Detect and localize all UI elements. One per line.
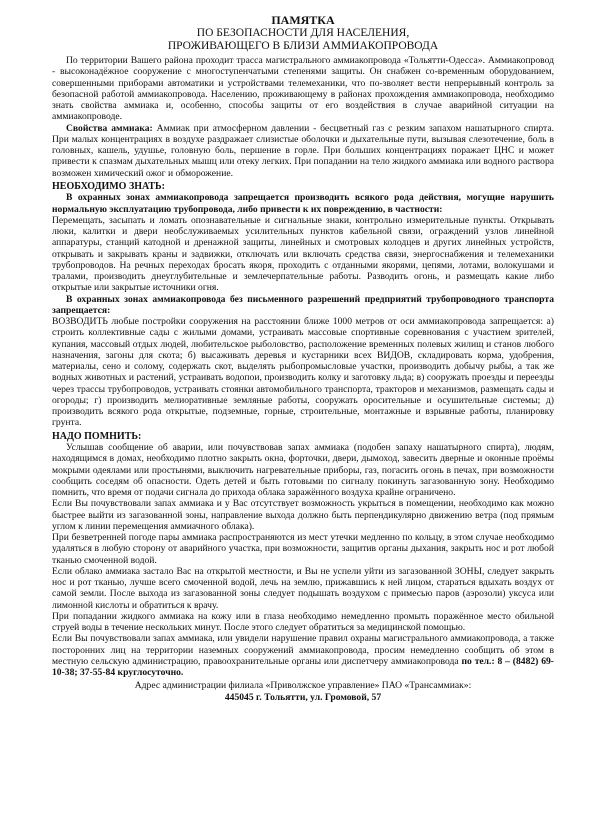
document-subtitle-line-1: ПО БЕЗОПАСНОСТИ ДЛЯ НАСЕЛЕНИЯ, [196,27,410,39]
title-block [52,14,554,53]
footer-address-label: Адрес администрации филиала «Приволжское управление» ПАО «Трансаммиак»: [134,680,472,692]
section-heading-remember: НАДО ПОМНИТЬ: [52,430,142,442]
remember-paragraph-6 [52,633,554,678]
remember-paragraph-2: Если Вы почувствовали запах аммиака и у Вас отсутствует возможность укрыться в помещении, необходимо как можно быстрее выйти из загазованной зоны, направление выхода должно быть перпендикулярно движению ветра (под прямым углом к линии перемещения аммиачного облака). [52,498,554,532]
contact-phone: по тел.: 8 – (8482) 69-10-38; 37-55-84 круглосуточно. [52,655,554,678]
permission-required-heading: В охранных зонах аммиакопровода без письменного разрешений предприятий трубопроводного транспорта запрещается: [52,293,554,316]
prohibited-actions-heading: В охранных зонах аммиакопровода запрещается производить всякого рода действия, могущие нарушить нормальную эксплуатацию трубопровода, либо привести к их повреждению, в частности: [52,192,554,215]
ammonia-properties-label: Свойства аммиака: [66,122,153,134]
remember-paragraph-4: Если облако аммиака застало Вас на открытой местности, и Вы не успели уйти из загазованной ЗОНЫ, следует закрыть нос и рот тканью, лучше всего смоченной водой, лечь на землю, прижавшись к ней лицом, стараться вдыхать воздух от самой земли. После выхода из загазованной зоны следует подышать воздухом с примесью паров (аэрозоли) уксуса или лимонной кислоты и обратиться к врачу. [52,565,554,611]
ammonia-properties-text: Аммиак при атмосферном давлении - бесцветный газ с резким запахом нашатырного спирта. При малых концентрациях в воздухе раздражает слизистые оболочки и дыхательные пути, вызывая слезотечение, боль в головных, кашель, удушье, головную боль, першение в горле. При больших концентрациях поражает ЦНС и может привести к спазмам дыхательных мышц или отеку легких. При попадании на тело жидкого аммиака или водного раствора возможен химический ожог и обморожение. [52,122,555,179]
remember-paragraph-3: При безветренней погоде пары аммиака распространяются из мест утечки медленно по кольцу, в этом случае необходимо удаляться в любую сторону от аварийного участка, при возможности, защитив органы дыхания, закрыть нос и рот любой тканью смоченной водой. [52,532,554,566]
intro-paragraph: По территории Вашего района проходит трасса магистрального аммиакопровода «Тольятти-Одесса». Аммиакопровод - высоконадёжное сооружение с многоступенчатыми степенями защиты. Он снабжен со-временным оборудованием, совершенными приборами автоматики и устройствами телемеханики, что по-зволяет вести непрерывный контроль за безопасной работой аммиакопровода. Населению, проживающему в районах прохождения аммиакопровода, необходимо знать свойства аммиака и, особенно, способы защиты от его воздействия в случае аварийной ситуации на аммиакопроводе. [52,55,554,123]
document-subtitle-line-2: ПРОЖИВАЮЩЕГО В БЛИЗИ АММИАКОПРОВОДА [167,40,439,52]
remember-paragraph-5: При попадании жидкого аммиака на кожу или в глаза необходимо немедленно промыть поражённое место обильной струей воды в течение нескольких минут. После этого следует обратиться за медицинской помощью. [52,610,554,633]
footer-address: 445045 г. Тольятти, ул. Громовой, 57 [224,691,382,703]
prohibited-actions-text: Перемещать, засыпать и ломать опознавательные и сигнальные знаки, контрольно измерительные пункты. Открывать люки, калитки и двери необслуживаемых усилительных пунктов кабельной связи, ограждений узлов линейной аппаратуры, станций катодной и дренажной защиты, линейных и смотровых колодцев и других линейных устройств, открывать и закрывать краны и задвижки, отключать или включать средства связи, энергоснабжения и телемеханики трубопроводов. На речных переходах бросать якоря, проходить с отданными якорями, цепями, лотами, волокушами и тралами, производить днеуглубительные и землечерпательные работы. Разводить огонь, и размещать какие либо открытые или закрытые источники огня. [52,214,554,294]
contact-text: Если Вы почувствовали запах аммиака, или увидели нарушение правил охраны магистрального аммиакопровода, а также посторонних лиц на территории наземных сооружений аммиакопровода, просим немедленно сообщить об этом в местную сельскую администрацию, правоохранительные органы или диспетчеру аммиакопровода [52,633,554,667]
section-heading-must-know: НЕОБХОДИМО ЗНАТЬ: [52,180,165,192]
permission-required-text: ВОЗВОДИТЬ любые постройки сооружения на расстоянии ближе 1000 метров от оси аммиакопровода запрещается: а) строить коллективные сады с жилыми домами, устраивать массовые спортивные соревнования с участием зрителей, купания, массовый отдых людей, любительское рыболовство, расположение временных полевых жилищ и станов любого назначения, загоны для скота; б) высаживать деревья и кустарники всех ВИДОВ, складировать корма, удобрения, материалы, сено и солому, содержать скот, выделять рыбопромысловые участки, производить добычу рыбы, а так же водных животных и растений, устраивать водопои, производить колку и заготовку льда; в) сооружать проезды и переезды через трассы трубопроводов, устраивать стоянки автомобильного транспорта, тракторов и механизмов, размещать сады и огороды; г) производить мелиоративные земляные работы, сооружать оросительные и осушительные системы; д) производить всякого рода открытые, подземные, горные, строительные, монтажные и взрывные работы, планировку грунта. [52,316,554,429]
remember-paragraph-1: Услышав сообщение об аварии, или почувствовав запах аммиака (подобен запаху нашатырного спирта), людям, находящимся в домах, необходимо плотно закрыть окна, форточки, двери, дымоход, завесить дверные и оконные проёмы мокрыми одеялами или простынями, выключить нагревательные приборы, газ, погасить огонь в печах, при возможности сообщить соседям об опасности. Одеть детей и быть готовыми по сигналу покинуть загазованную зону. Необходимо помнить, что время от подачи сигнала до прихода облака заражённого воздуха крайне ограничено. [52,442,554,498]
ammonia-properties-paragraph [52,123,554,179]
document-title: ПАМЯТКА [271,13,335,27]
